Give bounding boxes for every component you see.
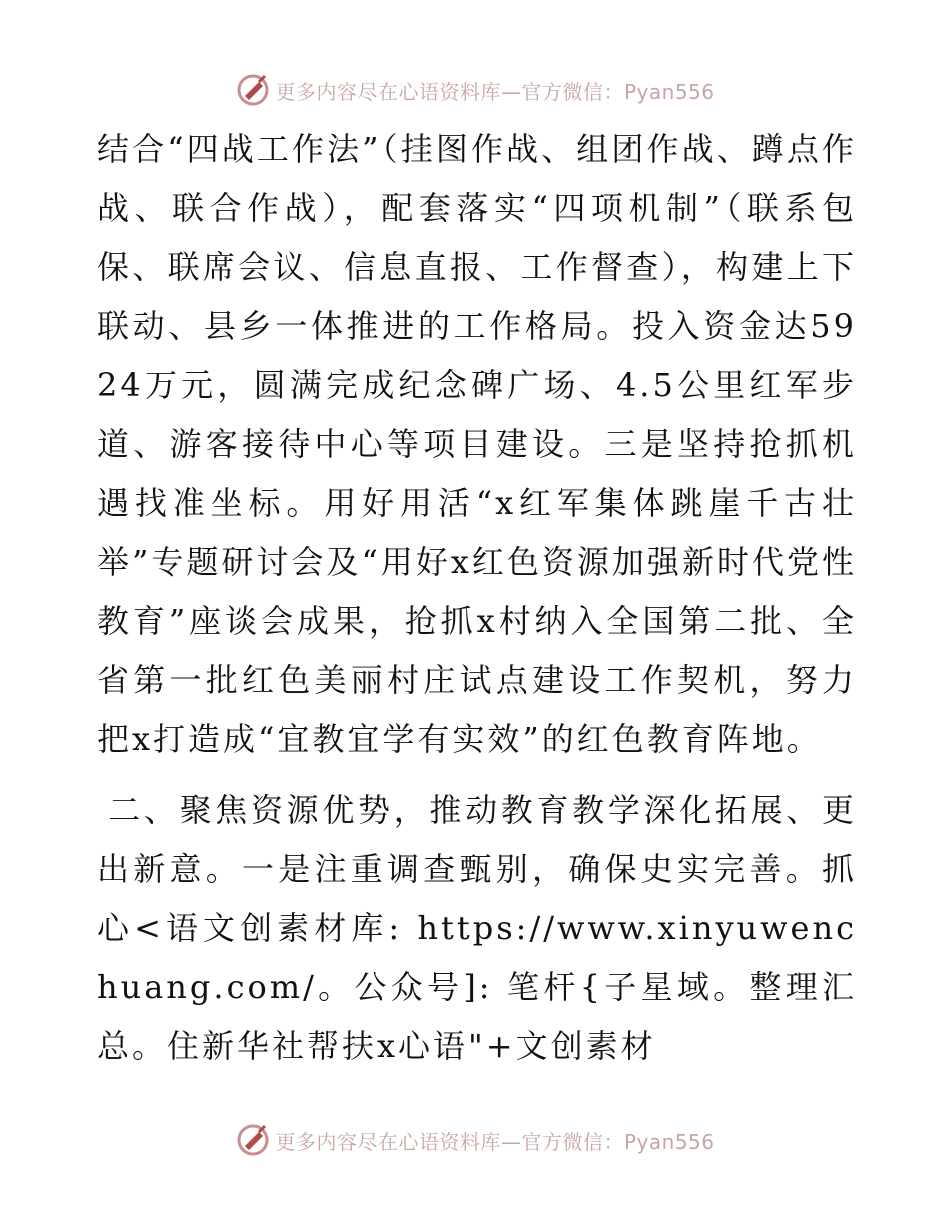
body-paragraph-2: 二、聚焦资源优势，推动教育教学深化拓展、更出新意。一是注重调查甄别，确保史实完善。抓心<语文创素材库: https://www.xinyuwenchuang.com/。公众号]: 笔杆{子星域。整理汇总。住新华社帮扶x心语"+文创素材 [97,791,857,1065]
watermark-wechat-id: Pyan556 [623,1129,715,1154]
watermark-text [275,1126,714,1155]
watermark-wechat-label: 官方微信： [521,1129,624,1154]
watermark-main: 更多内容尽在心语资料库 [275,1129,501,1154]
watermark-footer [0,1120,950,1160]
watermark-wechat-id: Pyan556 [623,79,715,104]
body-paragraph-1: 结合“四战工作法”（挂图作战、组团作战、蹲点作战、联合作战），配套落实“四项机制”（联系包保、联席会议、信息直报、工作督查），构建上下联动、县乡一体推进的工作格局。投入资金达5924万元，圆满完成纪念碑广场、4.5公里红军步道、游客接待中心等项目建设。三是坚持抢抓机遇找准坐标。用好用活“x红军集体跳崖千古壮举”专题研讨会及“用好x红色资源加强新时代党性教育”座谈会成果，抢抓x村纳入全国第二批、全省第一批红色美丽村庄试点建设工作契机，努力把x打造成“宜教宜学有实效”的红色教育阵地。 [97,130,857,758]
brand-logo-icon [235,72,271,108]
brand-logo-icon [235,1122,271,1158]
watermark-wechat-label: 官方微信： [521,79,624,104]
watermark-header [0,70,950,110]
watermark-separator: — [500,79,522,104]
watermark-separator: — [500,1129,522,1154]
watermark-main: 更多内容尽在心语资料库 [275,79,501,104]
watermark-text [275,76,714,105]
document-body [97,120,857,1076]
